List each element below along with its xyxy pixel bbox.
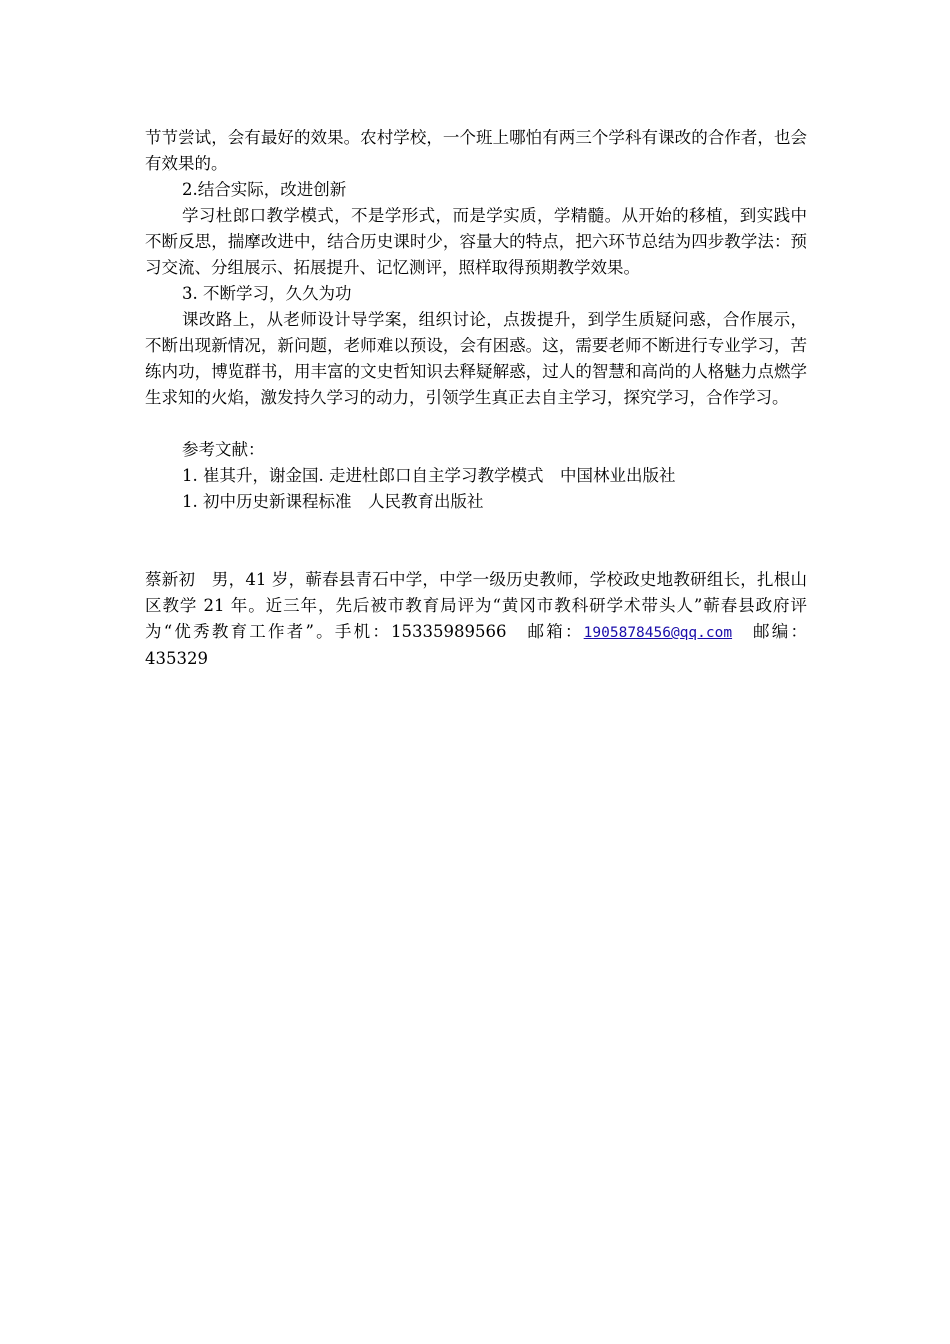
section-paragraph-2: 学习杜郎口教学模式，不是学形式，而是学实质，学精髓。从开始的移植，到实践中不断反思，揣摩改进中，结合历史课时少，容量大的特点，把六环节总结为四步教学法：预习交流、分组展示、拓展提升、记忆测评，照样取得预期教学效果。 — [145, 206, 807, 277]
section-paragraph-3: 课改路上，从老师设计导学案，组织讨论，点拨提升，到学生质疑问惑，合作展示，不断出现新情况，新问题，老师难以预设，会有困惑。这，需要老师不断进行专业学习，苦练内功，博览群书，用丰富的文史哲知识去释疑解惑，过人的智慧和高尚的人格魅力点燃学生求知的火焰，激发持久学习的动力，引领学生真正去自主学习，探究学习，合作学习。 — [145, 310, 807, 407]
reference-item: 1. 初中历史新课程标准 人民教育出版社 — [182, 492, 484, 511]
section-heading-3: 3. 不断学习，久久为功 — [182, 284, 352, 303]
spacer — [145, 411, 807, 437]
reference-item: 1. 崔其升，谢金国. 走进杜郎口自主学习教学模式 中国林业出版社 — [182, 466, 676, 485]
document-page — [145, 125, 807, 672]
references-label: 参考文献： — [182, 440, 265, 459]
references-section — [145, 437, 807, 515]
email-link[interactable]: 1905878456@qq.com — [583, 625, 733, 641]
author-bio — [145, 567, 807, 672]
spacer — [145, 515, 807, 567]
author-bio-text: 蔡新初 男，41 岁，蕲春县青石中学，中学一级历史教师，学校政史地教研组长，扎根山区教学 21 年。近三年，先后被市教育局评为“黄冈市教科研学术带头人”蕲春县政府评为“优秀教育工作者”。手机：15335989566 邮箱： — [145, 570, 807, 641]
intro-paragraph: 节节尝试，会有最好的效果。农村学校，一个班上哪怕有两三个学科有课改的合作者，也会有效果的。 — [145, 128, 807, 173]
postcode-text: 邮编：435329 — [145, 622, 807, 668]
section-heading-2: 2.结合实际，改进创新 — [182, 180, 347, 199]
